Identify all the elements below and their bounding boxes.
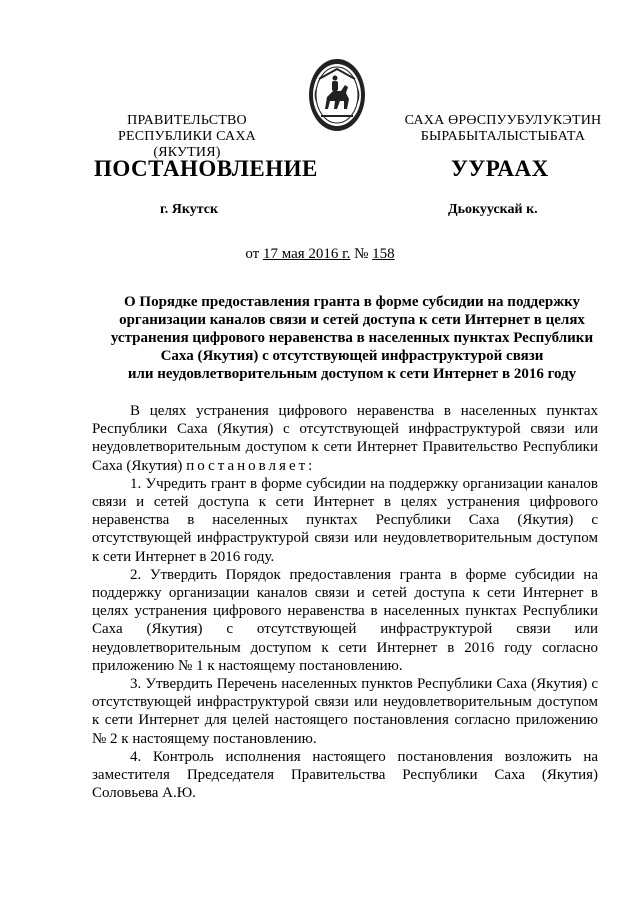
header-line: ПРАВИТЕЛЬСТВО bbox=[127, 113, 247, 128]
intro-text: В целях устранения цифрового неравенства в населенных пунктах Республики Саха (Якутия) с отсутствующей инфраструктурой связи или неудовлетворительным доступом к сети Интернет Правительство Республики Саха (Якутия) bbox=[92, 403, 598, 474]
item-paragraph-3: 3. Утвердить Перечень населенных пунктов Республики Саха (Якутия) с отсутствующей инфраструктурой связи или неудовлетворительным доступом к сети Интернет для целей настоящего постановления согласно приложению № 2 к настоящему постановлению. bbox=[92, 676, 598, 747]
date-prefix: от bbox=[245, 246, 260, 262]
intro-paragraph bbox=[92, 402, 598, 475]
document-type-yakut: УУРААХ bbox=[451, 156, 549, 181]
header-line: РЕСПУБЛИКИ САХА (ЯКУТИЯ) bbox=[118, 129, 256, 160]
document-number: 158 bbox=[372, 246, 395, 262]
header-line: БЫРАБЫТАЛЫСТЫБАТА bbox=[420, 129, 586, 144]
document-type-russian: ПОСТАНОВЛЕНИЕ bbox=[94, 156, 318, 181]
item-paragraph-1: 1. Учредить грант в форме субсидии на поддержку организации каналов связи и сетей доступа к сети Интернет в целях устранения цифрового неравенства в населенных пунктах Республики Саха (Якутия) с отсутствующей инфраструктурой связи или неудовлетворительным доступом к сети Интернет в 2016 году. bbox=[92, 475, 598, 565]
decree-word: постановляет: bbox=[186, 457, 316, 474]
city-russian: г. Якутск bbox=[160, 202, 219, 217]
city-yakut: Дьокуускай к. bbox=[448, 202, 538, 217]
subject-line: организации каналов связи и сетей доступа к сети Интернет в целях bbox=[119, 312, 585, 328]
government-header-yakut bbox=[384, 113, 622, 145]
header-line: САХА ӨРӨСПУУБУЛУКЭТИН bbox=[404, 113, 602, 128]
coat-of-arms-emblem bbox=[307, 57, 367, 133]
document-date: 17 мая 2016 г. bbox=[262, 246, 351, 262]
subject-line: или неудовлетворительным доступом к сети Интернет в 2016 году bbox=[127, 366, 577, 382]
date-number-line bbox=[0, 245, 640, 263]
subject-line: Саха (Якутия) с отсутствующей инфраструктурой связи bbox=[160, 348, 544, 364]
document-subject bbox=[84, 293, 620, 383]
government-header-russian bbox=[84, 113, 290, 161]
document-body bbox=[92, 402, 598, 802]
item-paragraph-4: 4. Контроль исполнения настоящего постановления возложить на заместителя Председателя Правительства Республики Саха (Якутия) Соловьева А.Ю. bbox=[92, 748, 598, 802]
subject-line: О Порядке предоставления гранта в форме субсидии на поддержку bbox=[123, 294, 580, 310]
item-paragraph-2: 2. Утвердить Порядок предоставления гранта в форме субсидии на поддержку организации каналов связи и сетей доступа к сети Интернет в целях устранения цифрового неравенства в населенных пунктах Республики Саха (Якутия) с отсутствующей инфраструктурой связи или неудовлетворительным доступом к сети Интернет в 2016 году согласно приложению № 1 к настоящему постановлению. bbox=[92, 566, 598, 674]
number-sign: № bbox=[354, 246, 369, 262]
subject-line: устранения цифрового неравенства в населенных пунктах Республики bbox=[110, 330, 594, 346]
